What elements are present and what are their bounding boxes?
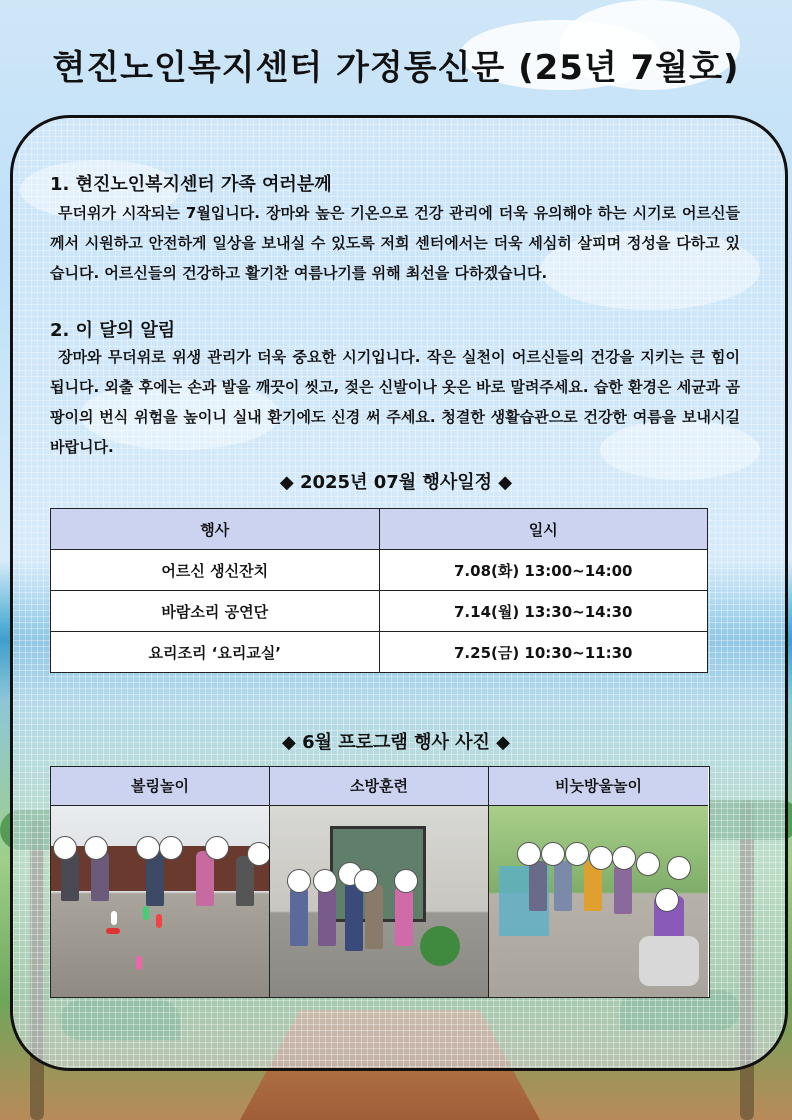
- photo-caption: 볼링놀이: [51, 767, 269, 806]
- column-header-event: 행사: [51, 509, 380, 550]
- page-title: 현진노인복지센터 가정통신문 (25년 7월호): [52, 48, 740, 88]
- schedule-heading: ◆ 2025년 07월 행사일정 ◆: [279, 472, 513, 493]
- table-row: [51, 632, 708, 673]
- fire-drill-photo: [270, 806, 488, 997]
- event-cell: 어르신 생신잔치: [51, 550, 380, 591]
- event-cell: 요리조리 ‘요리교실’: [51, 632, 380, 673]
- table-row: [51, 591, 708, 632]
- datetime-cell: 7.14(월) 13:30~14:30: [379, 591, 708, 632]
- section1-heading: 1. 현진노인복지센터 가족 여러분께: [50, 174, 332, 195]
- column-header-datetime: 일시: [379, 509, 708, 550]
- photo-caption: 소방훈련: [270, 767, 488, 806]
- gallery-column-bubbles: [489, 767, 708, 997]
- gallery-heading: ◆ 6월 프로그램 행사 사진 ◆: [281, 732, 511, 753]
- section1-body: 무더위가 시작되는 7월입니다. 장마와 높은 기온으로 건강 관리에 더욱 유의해야 하는 시기로 어르신들께서 시원하고 안전하게 일상을 보내실 수 있도록 저희 센터에서는 더욱 세심히 살피며 정성을 다하고 있습니다. 어르신들의 건강하고 활기찬 여름나기를 위해 최선을 다하겠습니다.: [50, 204, 740, 282]
- photo-caption: 비눗방울놀이: [489, 767, 708, 806]
- event-cell: 바람소리 공연단: [51, 591, 380, 632]
- schedule-table: [50, 508, 708, 673]
- photo-gallery: [50, 766, 710, 998]
- gallery-column-fire-drill: [270, 767, 489, 997]
- gallery-column-bowling: [51, 767, 270, 997]
- datetime-cell: 7.25(금) 10:30~11:30: [379, 632, 708, 673]
- section2-heading: 2. 이 달의 알림: [50, 320, 176, 341]
- section2-body: 장마와 무더위로 위생 관리가 더욱 중요한 시기입니다. 작은 실천이 어르신들의 건강을 지키는 큰 힘이 됩니다. 외출 후에는 손과 발을 깨끗이 씻고, 젖은 신발이나 옷은 바로 말려주세요. 습한 환경은 세균과 곰팡이의 번식 위험을 높이니 실내 환기에도 신경 써 주세요. 청결한 생활습관으로 건강한 여름을 보내시길 바랍니다.: [50, 348, 740, 456]
- schedule-header-row: [51, 509, 708, 550]
- bowling-photo: [51, 806, 269, 997]
- datetime-cell: 7.08(화) 13:00~14:00: [379, 550, 708, 591]
- table-row: [51, 550, 708, 591]
- bubbles-photo: [489, 806, 708, 997]
